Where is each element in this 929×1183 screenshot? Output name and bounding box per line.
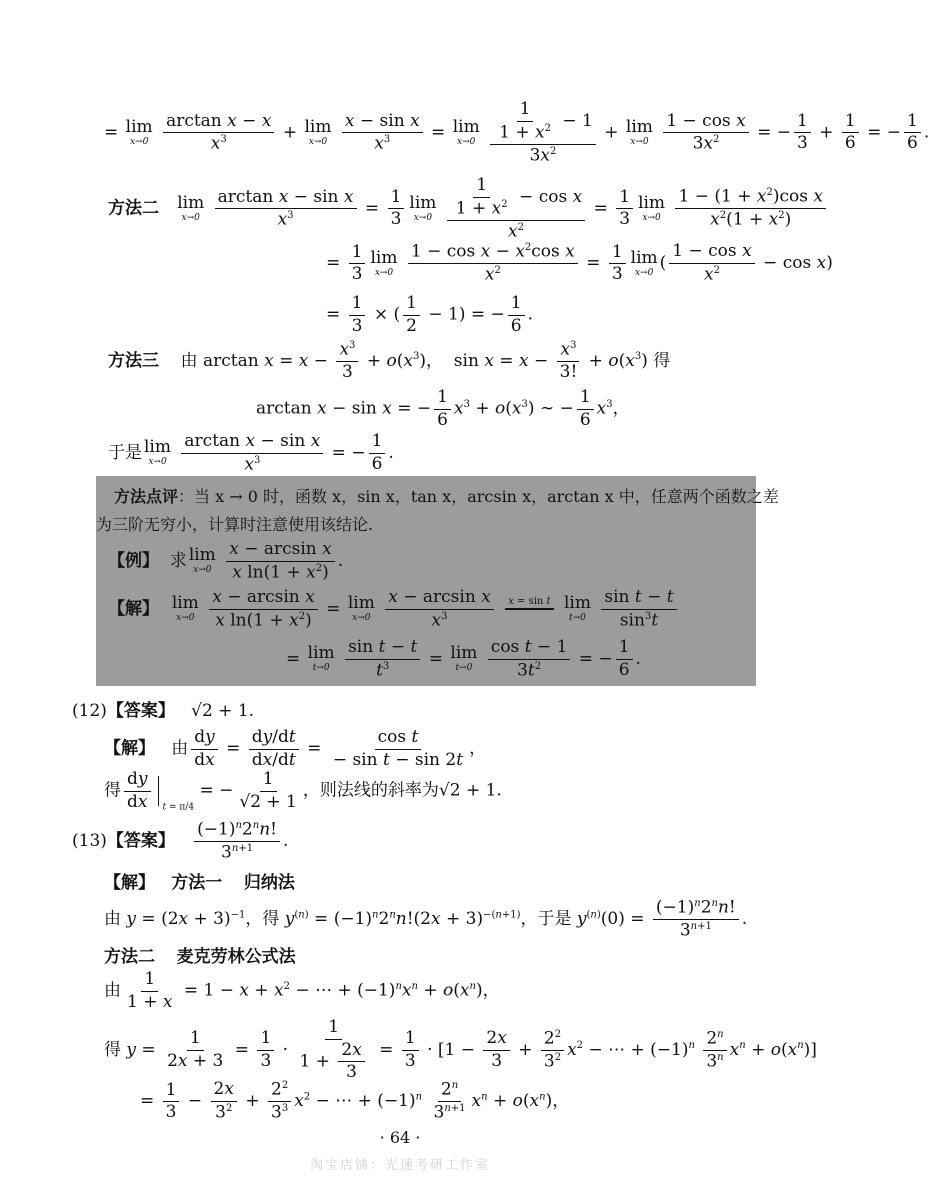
method2-line-2: = $\frac{1}{3}$ lim x→0 $\frac{1 - \cos x - x^2\cos x}{x^2}$ = $\frac{1}{3}$ lim x→0 ( $\frac{\text{1 − cos x}}{x^2}$ − cos x) (326, 241, 833, 285)
comment-body: ：当 x → 0 时，函数 x，sin x，tan x，arcsin x，arctan x 中，任意两个函数之差 (178, 487, 779, 506)
text-yushi: 于是 (108, 442, 142, 463)
q12-solution-line-2: 得 $\frac{dy}{dx}$ $_{t = \pi/4}$ = − $\frac{1}{√2 + 1}$ ，则法线的斜率为√2 + 1. (104, 769, 502, 813)
text-qiu: 求 (169, 550, 187, 571)
q13-maclaurin-line-1: 由 $\frac{1}{1 + x}$ = $1 - x + x^2$ − ⋯ + $(-1)^nx^n + o(x^n)$， (104, 969, 500, 1012)
solution-line-1: 【解】 lim x→0 $\frac{\text{x − arcsin x}}{x \ln(1 + x^2)}$ = lim x→0 $\frac{\text{x − arcsin x}}{x^3}$ x = sin t lim t→0 $\frac{\text{sin t − t}}{\sin^3t}$ (108, 588, 680, 631)
equation-line-1: = lim x→0 $\frac{\text{arctan x − x}}{x^3}$ + lim x→0 $\frac{\text{x − sin x}}{x^3}$ = lim x→0 $\frac{1}{1 + x^2}$ − 1 $3x^2$ + lim x→0 $\frac{\text{1 − cos x}}{3x^2}$ = − $\frac{1}{3}$ + $\frac{1}{6}$ = − $\frac{1}{6}$ . (104, 99, 929, 166)
method2-line-3: = $\frac{1}{3}$ × ( $\frac{1}{2}$ − 1) = − $\frac{1}{6}$ . (326, 293, 534, 336)
solution-line-2: = lim t→0 $\frac{\text{sin t − t}}{t^3}$ = lim t→0 $\frac{\text{cos t − 1}}{3t^2}$ = − $\frac{1}{6}$ . (286, 637, 641, 681)
q12-answer-line (72, 696, 254, 721)
page-number: · 64 · (379, 1128, 421, 1147)
q13-method1-heading-line (104, 868, 295, 893)
text-yushi-comma: ，于是 (520, 909, 572, 930)
q13-maclaurin-line-2: 得 y = $\frac{1}{2x + 3}$ = $\frac{1}{3}$ · 1 1 + $\frac{2x}{3}$ = $\frac{1}{3}$ · [1 − $\frac{2x}{3}$ + $\frac{2^2}{3^2}$ $x^2$ − ⋯ + $(-1)^n$ $\frac{2^n}{3^n}$ $x^n + o(x^n)$] (104, 1017, 817, 1083)
q12-answer: √2 + 1. (191, 701, 255, 721)
q13-method2-heading-line (104, 942, 296, 967)
text-de-12: 得 (104, 780, 121, 801)
q13-answer-line: (13)【答案】 $\frac{(-1)^n2^nn!}{3^{n+1}}$ . (72, 819, 289, 863)
comment-title: 方法点评 (114, 487, 179, 506)
solution-tag-13: 【解】 (104, 873, 155, 893)
text-you-13b: 由 (104, 980, 121, 1001)
comment-body-2: 为三阶无穷小，计算时注意使用该结论. (96, 515, 374, 534)
q13-induction-line: 由 $y = (2x + 3)^{-1}$，得 $y^{(n)} = (-1)^n2^nn!(2x + 3)^{-(n+1)}$，于是 $y^{(n)}(0)$ = $\frac{(-1)^n2^nn!}{3^{n+1}}$ . (104, 897, 748, 941)
text-de-13b: 得 (104, 1039, 121, 1060)
example-tag: 【例】 (108, 550, 159, 571)
answer-tag-13: 【答案】 (106, 831, 175, 852)
method3-line-3: 于是 lim x→0 $\frac{\text{arctan x − sin x}}{x^3}$ = − $\frac{1}{6}$ . (108, 431, 394, 475)
induction-heading: 归纳法 (243, 873, 295, 893)
q12-number: (12) (72, 701, 107, 721)
solution-tag: 【解】 (108, 598, 159, 619)
method3-line-2: arctan x − sin x = − $\frac{1}{6}$ $x^3 + o(x^3)$ ∼ − $\frac{1}{6}$ $x^3$， (256, 387, 630, 430)
q12-solution-line-1: 【解】 由 $\frac{dy}{dx}$ = $\frac{dy/dt}{dx/dt}$ = $\frac{\text{cos t}}{\text{− sin t − sin 2t}}$ ， (104, 727, 487, 770)
answer-tag-12: 【答案】 (106, 701, 175, 721)
method2-heading: 方法二 (108, 198, 159, 219)
text-you: 由 (180, 350, 198, 371)
comment-line-2 (96, 512, 373, 535)
example-line: 【例】 求 lim x→0 $\frac{\text{x − arcsin x}}{x \ln(1 + x^2)}$ . (108, 539, 344, 583)
comment-line-1 (114, 484, 779, 507)
maclaurin-heading: 麦克劳林公式法 (176, 947, 296, 967)
method-comment-box (96, 476, 779, 686)
watermark: 淘宝店铺：光速考研工作室 (309, 1158, 490, 1173)
text-you-12: 由 (171, 738, 189, 759)
method2-line-1: 方法二 lim x→0 $\frac{\text{arctan x − sin x}}{x^3}$ = $\frac{1}{3}$ lim x→0 $\frac{1}{1 + x^2}$ − cos x $x^2$ = $\frac{1}{3}$ lim x→0 $\frac{1 - (1 + x^2)\cos x}{x^2(1 + x^2)}$ (108, 176, 829, 242)
solution-tag-12: 【解】 (104, 738, 155, 759)
method-two-heading-13: 方法二 (104, 947, 155, 967)
text-you-13: 由 (104, 909, 121, 930)
q13-maclaurin-line-3: = $\frac{1}{3}$ − $\frac{2x}{3^2}$ + $\frac{2^2}{3^3}$ $x^2$ − ⋯ + $(-1)^n$ $\frac{2^n}{3^{n+1}}$ $x^n + o(x^n)$， (140, 1079, 570, 1123)
text-de: 得 (653, 350, 671, 371)
q13-number: (13) (72, 831, 107, 852)
normal-slope-text: ，则法线的斜率为 (302, 780, 439, 801)
text-de-13: 得 (262, 909, 280, 930)
method3-line-1: 方法三 由 arctan x = x − $\frac{x^3}{3}$ + $o(x^3)$， sin x = x − $\frac{x^3}{3!}$ + $o(x^3)$ 得 (108, 339, 671, 383)
method3-heading: 方法三 (108, 350, 159, 371)
method-one-heading: 方法一 (171, 873, 223, 893)
